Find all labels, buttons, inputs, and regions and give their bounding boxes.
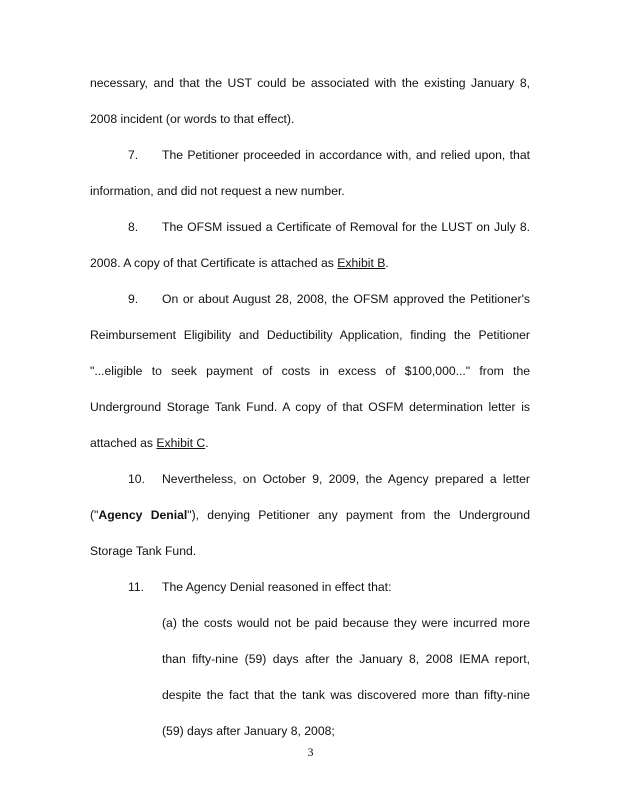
text-line: The Petitioner proceeded in accordance with, and relied upon, that xyxy=(162,148,530,162)
paragraph-number: 7. xyxy=(128,148,139,162)
exhibit-c-reference: Exhibit C xyxy=(156,436,206,450)
text-line: The OFSM issued a Certificate of Removal for the LUST on July 8. xyxy=(162,220,530,234)
agency-denial-term: Agency Denial xyxy=(98,508,188,522)
text-line xyxy=(90,507,530,523)
paragraph-number: 8. xyxy=(128,220,139,234)
text-line: (59) days after January 8, 2008; xyxy=(162,724,335,738)
text-span: "), denying Petitioner any payment from the Underground xyxy=(187,508,530,522)
text-line: Reimbursement Eligibility and Deductibility Application, finding the Petitioner xyxy=(90,328,530,342)
text-line: Nevertheless, on October 9, 2009, the Agency prepared a letter xyxy=(162,472,530,486)
text-line: necessary, and that the UST could be associated with the existing January 8, xyxy=(90,76,530,90)
paragraph-number: 9. xyxy=(128,292,139,306)
text-line xyxy=(90,255,530,271)
text-line: than fifty-nine (59) days after the January 8, 2008 IEMA report, xyxy=(162,652,530,666)
subitem-a: (a) the costs would not be paid because they were incurred more xyxy=(162,616,530,630)
text-span: attached as xyxy=(90,436,157,450)
exhibit-b-reference: Exhibit B xyxy=(337,256,386,270)
text-line: despite the fact that the tank was discovered more than fifty-nine xyxy=(162,688,530,702)
text-line: Storage Tank Fund. xyxy=(90,544,197,558)
text-span: (" xyxy=(90,508,99,522)
text-line: 2008 incident (or words to that effect). xyxy=(90,112,295,126)
text-line xyxy=(90,435,530,451)
paragraph-number: 10. xyxy=(128,472,145,486)
paragraph-number: 11. xyxy=(128,580,145,594)
text-line: Underground Storage Tank Fund. A copy of that OSFM determination letter is xyxy=(90,400,530,414)
text-line: The Agency Denial reasoned in effect that: xyxy=(162,580,392,594)
text-span: . xyxy=(205,436,209,450)
page-number: 3 xyxy=(307,745,314,759)
text-span: 2008. A copy of that Certificate is attached as xyxy=(90,256,338,270)
text-line: information, and did not request a new number. xyxy=(90,184,345,198)
text-line: "...eligible to seek payment of costs in excess of $100,000..." from the xyxy=(90,364,530,378)
text-span: . xyxy=(385,256,389,270)
text-line: On or about August 28, 2008, the OFSM approved the Petitioner's xyxy=(162,292,530,306)
